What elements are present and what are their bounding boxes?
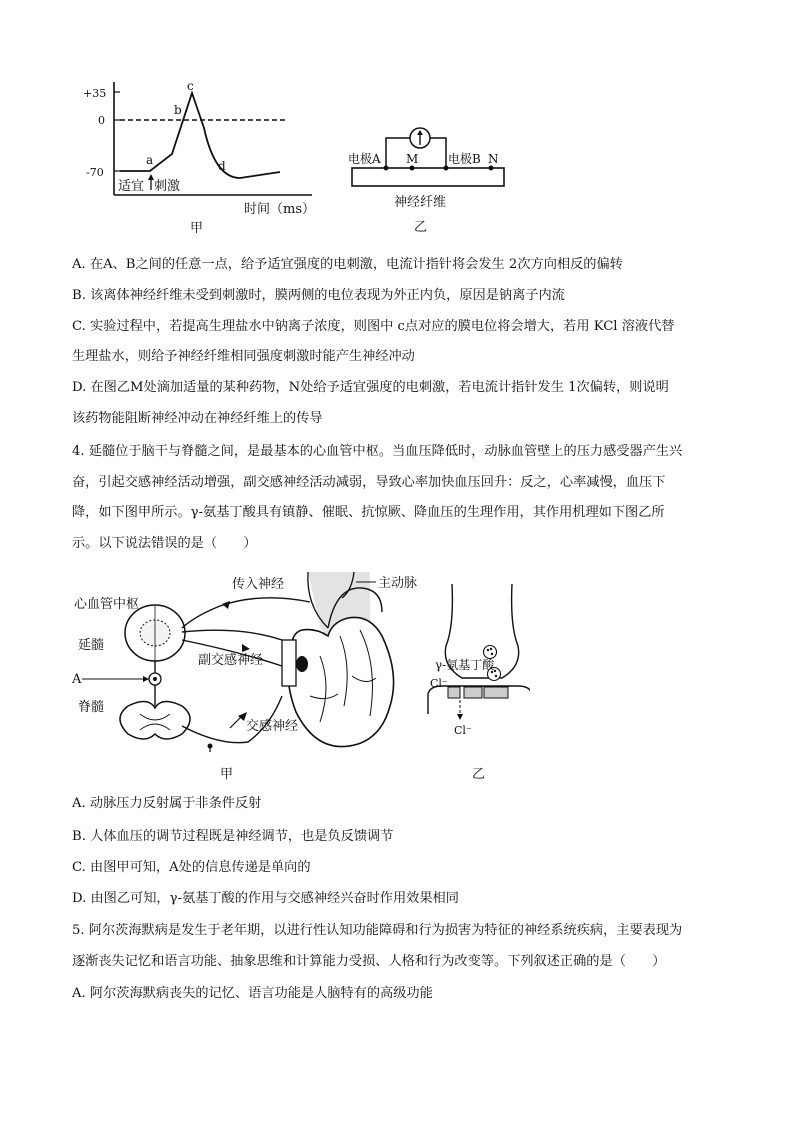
q3-option-c: C. 实验过程中，若提高生理盐水中钠离子浓度，则图中 c点对应的膜电位将会增大，若用 KCl 溶液代替 [72, 319, 675, 334]
nerve-fiber-label: 神经纤维 [394, 195, 447, 210]
q3-option-a: A. 在A、B之间的任意一点，给予适宜强度的电刺激，电流计指针将会发生 2次方向相反的偏转 [72, 257, 623, 272]
point-d-label: d [218, 159, 226, 173]
caption-yi-top: 乙 [414, 220, 428, 235]
cardiovascular-center-label: 心血管中枢 [74, 597, 140, 612]
point-m-label: M [406, 152, 419, 166]
action-potential-figure [80, 78, 330, 238]
gaba-label: γ-氨基丁酸 [435, 658, 495, 672]
q3-option-d: D. 在图乙M处滴加适量的某种药物，N处给予适宜强度的电刺激，若电流计指针发生 1次偏转，则说明 [72, 380, 669, 395]
q4-option-b: B. 人体血压的调节过程既是神经调节，也是负反馈调节 [72, 829, 394, 844]
q4-stem-line-3: 降，如下图甲所示。γ-氨基丁酸具有镇静、催眠、抗惊厥、降血压的生理作用，其作用机理如下图乙所 [72, 505, 665, 520]
q5-stem-line-1: 5. 阿尔茨海默病是发生于老年期，以进行性认知功能障碍和行为损害为特征的神经系统疾病，主要表现为 [72, 923, 683, 938]
cardiovascular-reflex-figure [70, 566, 530, 784]
y-tick-plus35: +35 [83, 87, 107, 100]
y-tick-minus70: -70 [86, 166, 104, 179]
q4-option-c: C. 由图甲可知，A处的信息传递是单向的 [72, 860, 311, 875]
point-b-label: b [174, 103, 182, 117]
y-tick-zero: 0 [98, 114, 105, 127]
caption-jia-2: 甲 [220, 767, 234, 782]
caption-jia: 甲 [190, 221, 204, 236]
q5-option-a: A. 阿尔茨海默病丧失的记忆、语言功能是人脑特有的高级功能 [72, 986, 433, 1001]
q4-option-d: D. 由图乙可知，γ-氨基丁酸的作用与交感神经兴奋时作用效果相同 [72, 891, 459, 906]
stimulus-label-2: 刺激 [154, 179, 181, 194]
q4-stem-line-1: 4. 延髓位于脑干与脊髓之间，是最基本的心血管中枢。当血压降低时，动脉血管壁上的压力感受器产生兴 [72, 444, 683, 459]
point-a-label: a [146, 153, 154, 167]
aorta-label: 主动脉 [378, 576, 418, 591]
x-axis-label: 时间（ms） [244, 202, 315, 217]
nerve-fiber-figure [342, 124, 514, 236]
electrode-b-label: 电极B [448, 152, 481, 166]
q3-option-c-cont: 生理盐水，则给予神经纤维相同强度刺激时能产生神经冲动 [72, 349, 415, 364]
afferent-nerve-label: 传入神经 [232, 577, 285, 592]
spinal-cord-label: 脊髓 [78, 700, 105, 715]
electrode-a-label: 电极A [348, 152, 381, 166]
chloride-ion-label-2: Cl⁻ [454, 724, 472, 737]
q4-stem-line-4: 示。以下说法错误的是（ ） [72, 536, 257, 551]
q4-stem-line-2: 奋，引起交感神经活动增强，副交感神经活动减弱，导致心率加快血压回升：反之，心率减慢，血压下 [72, 475, 666, 490]
sympathetic-label: 交感神经 [246, 719, 299, 734]
point-c-label: c [187, 79, 194, 93]
stimulus-label-1: 适宜 [118, 179, 145, 194]
q4-option-a: A. 动脉压力反射属于非条件反射 [72, 796, 262, 811]
medulla-label: 延髓 [78, 638, 105, 653]
parasympathetic-label: 副交感神经 [198, 653, 264, 668]
q3-option-d-cont: 该药物能阻断神经冲动在神经纤维上的传导 [72, 411, 323, 426]
q5-stem-line-2: 逐渐丧失记忆和语言功能、抽象思维和计算能力受损、人格和行为改变等。下列叙述正确的是（ ） [72, 954, 666, 969]
point-a-marker-label: A [72, 672, 82, 687]
chloride-ion-label-1: Cl⁻ [430, 677, 448, 690]
q3-option-b: B. 该离体神经纤维未受到刺激时，膜两侧的电位表现为外正内负，原因是钠离子内流 [72, 288, 565, 303]
caption-yi-2: 乙 [472, 767, 486, 782]
point-n-label: N [488, 152, 499, 166]
